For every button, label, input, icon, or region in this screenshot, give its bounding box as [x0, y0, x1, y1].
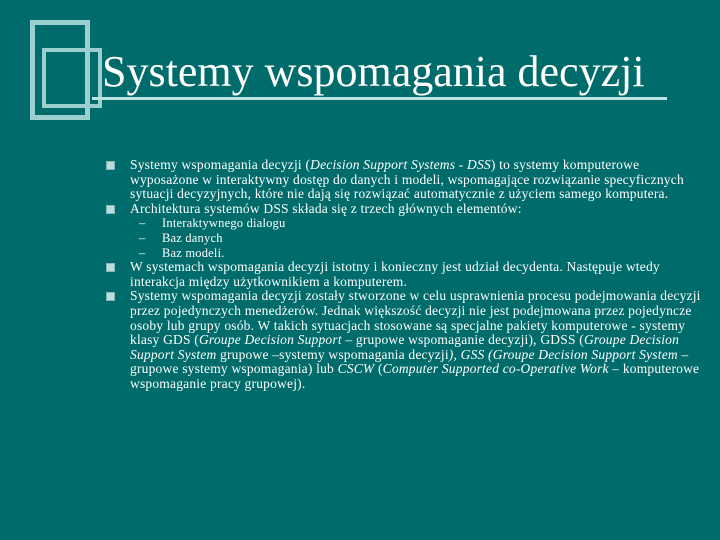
bullet-text: – komputerowe wspomaganie pracy grupowej). — [130, 361, 700, 391]
square-bullet-icon — [106, 205, 115, 214]
bullet-text: Systemy wspomagania decyzji ( — [130, 157, 311, 172]
bullet-emphasis: Decision Support Systems - DSS — [310, 157, 491, 172]
square-bullet-icon — [106, 263, 115, 272]
bullet-emphasis: Computer Supported co-Operative Work — [382, 361, 609, 377]
bullet-item — [106, 260, 706, 289]
dash-icon: – — [139, 245, 146, 260]
bullet-emphasis: Groupe Decision Support — [198, 332, 342, 348]
bullet-text: W systemach wspomagania decyzji istotny i konieczny jest udział decydenta. Następuje wtedy interakcja między użytkownikiem a komputerem. — [130, 259, 660, 289]
bullet-text: – grupowe systemy wspomagania) lub — [130, 346, 689, 377]
dash-icon: – — [139, 230, 146, 245]
bullet-text: Systemy wspomagania decyzji zostały stworzone w celu usprawnienia procesu podejmowania decyzji przez pojedynczych menedżerów. Jednak większość decyzji nie jest podejmowana przez pojedyncze osoby lub grupy osób. W takich sytuacjach stosowane są specjalne pakiety komputerowe - systemy klasy GDS ( — [130, 288, 701, 348]
square-bullet-icon — [106, 161, 115, 170]
sub-item — [106, 216, 706, 231]
bullet-text: ( — [374, 361, 383, 377]
sub-item-text: Interaktywnego dialogu — [162, 216, 286, 231]
bullet-item — [106, 202, 706, 217]
square-bullet-icon — [106, 292, 115, 301]
bullet-text: ) to systemy komputerowe wyposażone w interaktywny dostęp do danych i modeli, wspomagające rozwiązanie specyficznych sytuacji decyzyjnych, które nie dają się rozwiązać automatycznie z użyciem samego komputera. — [130, 157, 684, 202]
bullet-item — [106, 158, 706, 202]
sub-item-text: Baz modeli. — [162, 245, 225, 260]
bullet-item — [106, 289, 706, 391]
bullet-emphasis: CSCW — [337, 361, 375, 377]
bullet-text: Architektura systemów DSS składa się z trzech głównych elementów: — [130, 200, 522, 216]
slide-body — [106, 158, 706, 392]
sub-item-text: Baz danych — [162, 230, 223, 245]
bullet-text: – grupowe wspomaganie decyzji), GDSS ( — [341, 332, 584, 348]
sub-item — [106, 246, 706, 261]
bullet-emphasis: Groupe Decision Support System — [130, 332, 680, 362]
sub-item — [106, 231, 706, 246]
dash-icon: – — [139, 216, 146, 231]
bullet-emphasis: ), GSS (Groupe Decision Support System — [448, 346, 678, 362]
slide-title: Systemy wspomagania decyzji — [102, 47, 645, 96]
bullet-text: grupowe –systemy wspomagania decyzji — [216, 346, 449, 362]
